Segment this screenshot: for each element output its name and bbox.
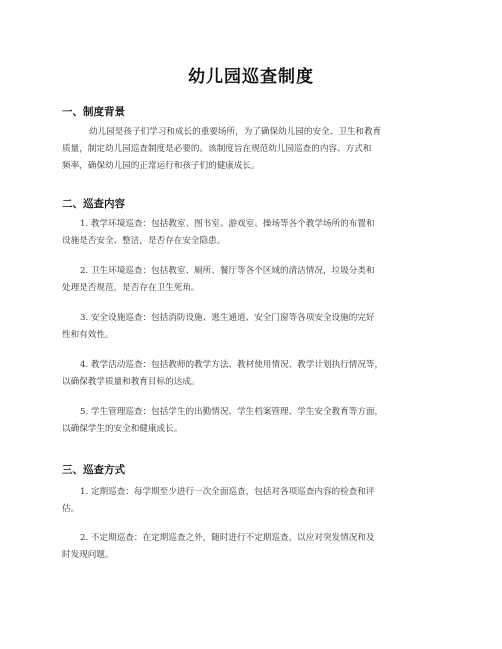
paragraph-line: 3. 安全设施巡查：包括消防设施、逃生通道、安全门窗等各项安全设施的完好 (80, 313, 375, 323)
paragraph-line: 5. 学生管理巡查：包括学生的出勤情况、学生档案管理、学生安全教育等方面， (80, 407, 384, 417)
paragraph (62, 124, 442, 175)
paragraph-line: 4. 教学活动巡查：包括教师的教学方法、教材使用情况、教学计划执行情况等， (80, 360, 384, 370)
paragraph-line: 以确保教学质量和教育目标的达成。 (62, 377, 200, 387)
paragraph-line: 频率，确保幼儿园的正常运行和孩子们的健康成长。 (62, 161, 260, 171)
paragraph-line: 设施是否安全、整洁，是否存在安全隐患。 (62, 236, 226, 246)
paragraph-line: 性和有效性。 (62, 330, 114, 340)
list-item (62, 404, 442, 438)
list-item (62, 484, 442, 518)
list-item (62, 263, 442, 297)
section-heading: 一、制度背景 (62, 106, 125, 118)
paragraph-line: 1. 定期巡查：每学期至少进行一次全面巡查，包括对各项巡查内容的检查和评 (80, 487, 375, 497)
paragraph-line: 幼儿园是孩子们学习和成长的重要场所，为了确保幼儿园的安全、卫生和教育 (89, 127, 382, 137)
section-heading: 二、巡查内容 (62, 198, 125, 210)
paragraph-line: 2. 卫生环境巡查：包括教室、厕所、餐厅等各个区域的清洁情况，垃圾分类和 (80, 266, 375, 276)
paragraph-line: 时发现问题。 (62, 550, 114, 560)
paragraph-line: 1. 教学环境巡查：包括教室、图书室、游戏室、操场等各个教学场所的布置和 (80, 219, 375, 229)
paragraph-line: 2. 不定期巡查：在定期巡查之外，随时进行不定期巡查，以应对突发情况和及 (80, 533, 375, 543)
list-item (62, 310, 442, 344)
paragraph-line: 质量，制定幼儿园巡查制度是必要的。该制度旨在规范幼儿园巡查的内容、方式和 (62, 144, 372, 154)
list-item (62, 357, 442, 391)
paragraph-line: 估。 (62, 504, 80, 514)
list-item (62, 530, 442, 564)
paragraph-line: 以确保学生的安全和健康成长。 (62, 424, 183, 434)
section-heading: 三、巡查方式 (62, 464, 125, 476)
document-title: 幼儿园巡查制度 (188, 67, 314, 87)
paragraph-line: 处理是否规范，是否存在卫生死角。 (62, 283, 200, 293)
list-item (62, 216, 442, 250)
